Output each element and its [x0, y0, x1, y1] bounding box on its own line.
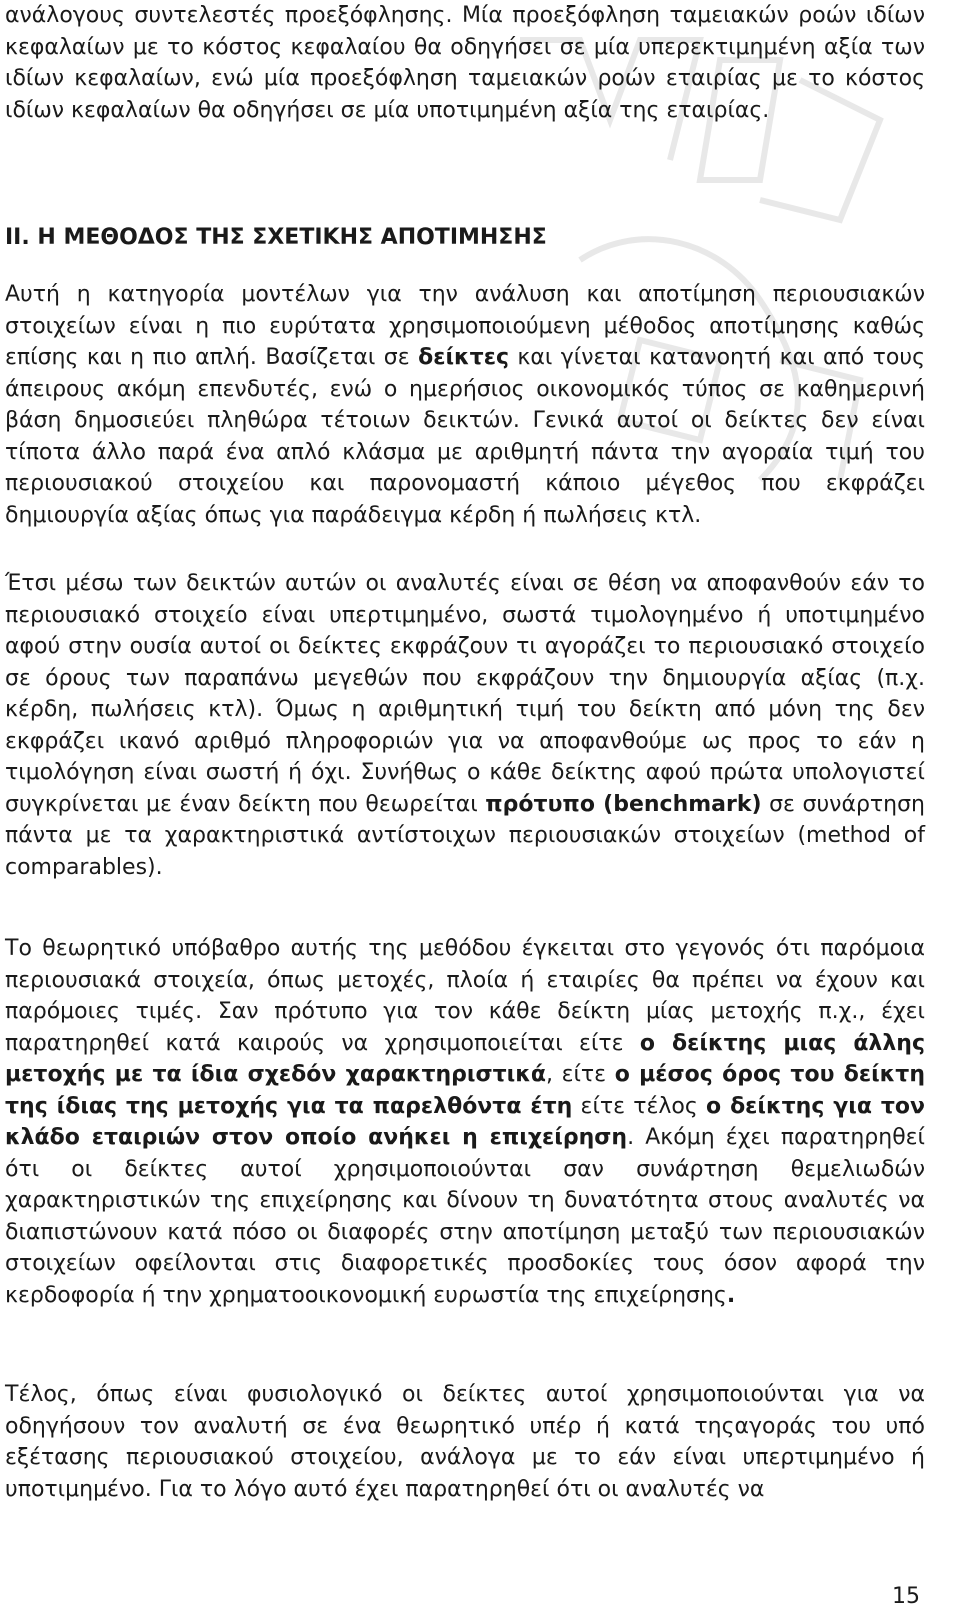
paragraph-intro: ανάλογους συντελεστές προεξόφλησης. Μία προεξόφληση ταμειακών ροών ιδίων κεφαλαίων με το κόστος κεφαλαίου θα οδηγήσει σε μία υπερεκτιμημένη αξία των ιδίων κεφαλαίων, ενώ μία προεξόφληση ταμειακών ροών εταιρίας με το κόστος ιδίων κεφαλαίων θα οδηγήσει σε μία υποτιμημένη αξία της εταιρίας.: [5, 3, 925, 123]
p2-text-a: Έτσι μέσω των δεικτών αυτών οι αναλυτές είναι σε θέση να αποφανθούν εάν το περιουσιακό στοιχείο είναι υπερτιμημένο, σωστά τιμολογημένο ή υποτιμημένο αφού στην ουσία αυτοί οι δείκτες εκφράζουν τι αγοράζει το περιουσιακό στοιχείο σε όρους των παραπάνω μεγεθών που εκφράζουν την δημιουργία αξίας (π.χ. κέρδη, πωλήσεις κτλ). Όμως η αριθμητική τιμή του δείκτη από μόνη της δεν εκφράζει ικανό αριθμό πληροφοριών για να αποφανθούμε ως προς το εάν η τιμολόγηση είναι σωστή ή όχι. Συνήθως ο κάθε δείκτης αφού πρώτα υπολογιστεί συγκρίνεται με έναν δείκτη που θεωρείται: [5, 571, 925, 817]
p3-text-g: . Ακόμη έχει παρατηρηθεί ότι οι δείκτες αυτοί χρησιμοποιούνται σαν συνάρτηση θεμελιωδών χαρακτηριστικών της επιχείρησης και δίνουν τη δυνατότητα στους αναλυτές να διαπιστώνουν κατά πόσο οι διαφορές στην αποτίμηση μεταξύ των περιουσιακών στοιχείων οφείλονται στις διαφορετικές προσδοκίες τους όσον αφορά την κερδοφορία ή την χρηματοοικονομική ευρωστία της επιχείρησης: [5, 1125, 925, 1308]
p1-text-c: και γίνεται κατανοητή και από τους άπειρους ακόμη επενδυτές, ενώ ο ημερήσιος οικονομικός τύπος σε καθημερινή βάση δημοσιεύει πληθώρα τέτοιων δεικτών. Γενικά αυτοί οι δείκτες δεν είναι τίποτα άλλο παρά ένα απλό κλάσμα με αριθμητή πάντα την αγοραία τιμή του περιουσιακού στοιχείου και παρονομαστή κάποιο μέγεθος που εκφράζει δημιουργία αξίας όπως για παράδειγμα κέρδη ή πωλήσεις κτλ.: [5, 345, 925, 528]
p1-text-a: Αυτή η κατηγορία μοντέλων για την ανάλυση και αποτίμηση περιουσιακών στοιχείων είναι η πιο ευρύτατα χρησιμοποιούμενη μέθοδος αποτίμησης καθώς επίσης και η πιο απλή. Βασίζεται σε: [5, 282, 925, 370]
p3-bold-2: ο μέσος όρος του δείκτη της ίδιας της μετοχής για τα παρελθόντα έτη: [5, 1062, 925, 1119]
p3-text-c: , είτε: [545, 1062, 615, 1087]
p3-bold-period: .: [726, 1282, 736, 1308]
paragraph-3: [5, 933, 925, 1311]
p3-text-a: Το θεωρητικό υπόβαθρο αυτής της μεθόδου έγκειται στο γεγονός ότι παρόμοια περιουσιακά στοιχεία, όπως μετοχές, πλοία ή εταιρίες θα πρέπει να έχουν και παρόμοιες τιμές. Σαν πρότυπο για τον κάθε δείκτη μίας μετοχής π.χ., έχει παρατηρηθεί κατά καιρούς να χρησιμοποιείται είτε: [5, 936, 925, 1056]
page-number: 15: [892, 1584, 920, 1609]
p2-text-c: σε συνάρτηση πάντα με τα χαρακτηριστικά αντίστοιχων περιουσιακών στοιχείων (method of comparables).: [5, 791, 926, 880]
p2-bold-benchmark: πρότυπο (benchmark): [485, 791, 762, 817]
p3-text-e: είτε τέλος: [572, 1093, 707, 1119]
paragraph-4: Τέλος, όπως είναι φυσιολογικό οι δείκτες αυτοί χρησιμοποιούνται για να οδηγήσουν τον αναλυτή σε ένα θεωρητικό υπέρ ή κατά τηςαγοράς του υπό εξέτασης περιουσιακού στοιχείου, ανάλογα με το εάν είναι υπερτιμημένο ή υποτιμημένο. Για το λόγο αυτό έχει παρατηρηθεί ότι οι αναλυτές να: [5, 1382, 925, 1502]
paragraph-1: [5, 279, 925, 531]
p3-bold-3: ο δείκτης για τον κλάδο εταιριών στον οποίο ανήκει η επιχείρηση: [5, 1093, 925, 1150]
paragraph-2: [5, 568, 925, 883]
section-heading: II. Η ΜΕΘΟΔΟΣ ΤΗΣ ΣΧΕΤΙΚΗΣ ΑΠΟΤΙΜΗΣΗΣ: [5, 225, 547, 250]
p3-bold-1: ο δείκτης μιας άλλης μετοχής με τα ίδια σχεδόν χαρακτηριστικά: [5, 1030, 925, 1087]
p1-bold-deiktes: δείκτες: [418, 345, 509, 370]
